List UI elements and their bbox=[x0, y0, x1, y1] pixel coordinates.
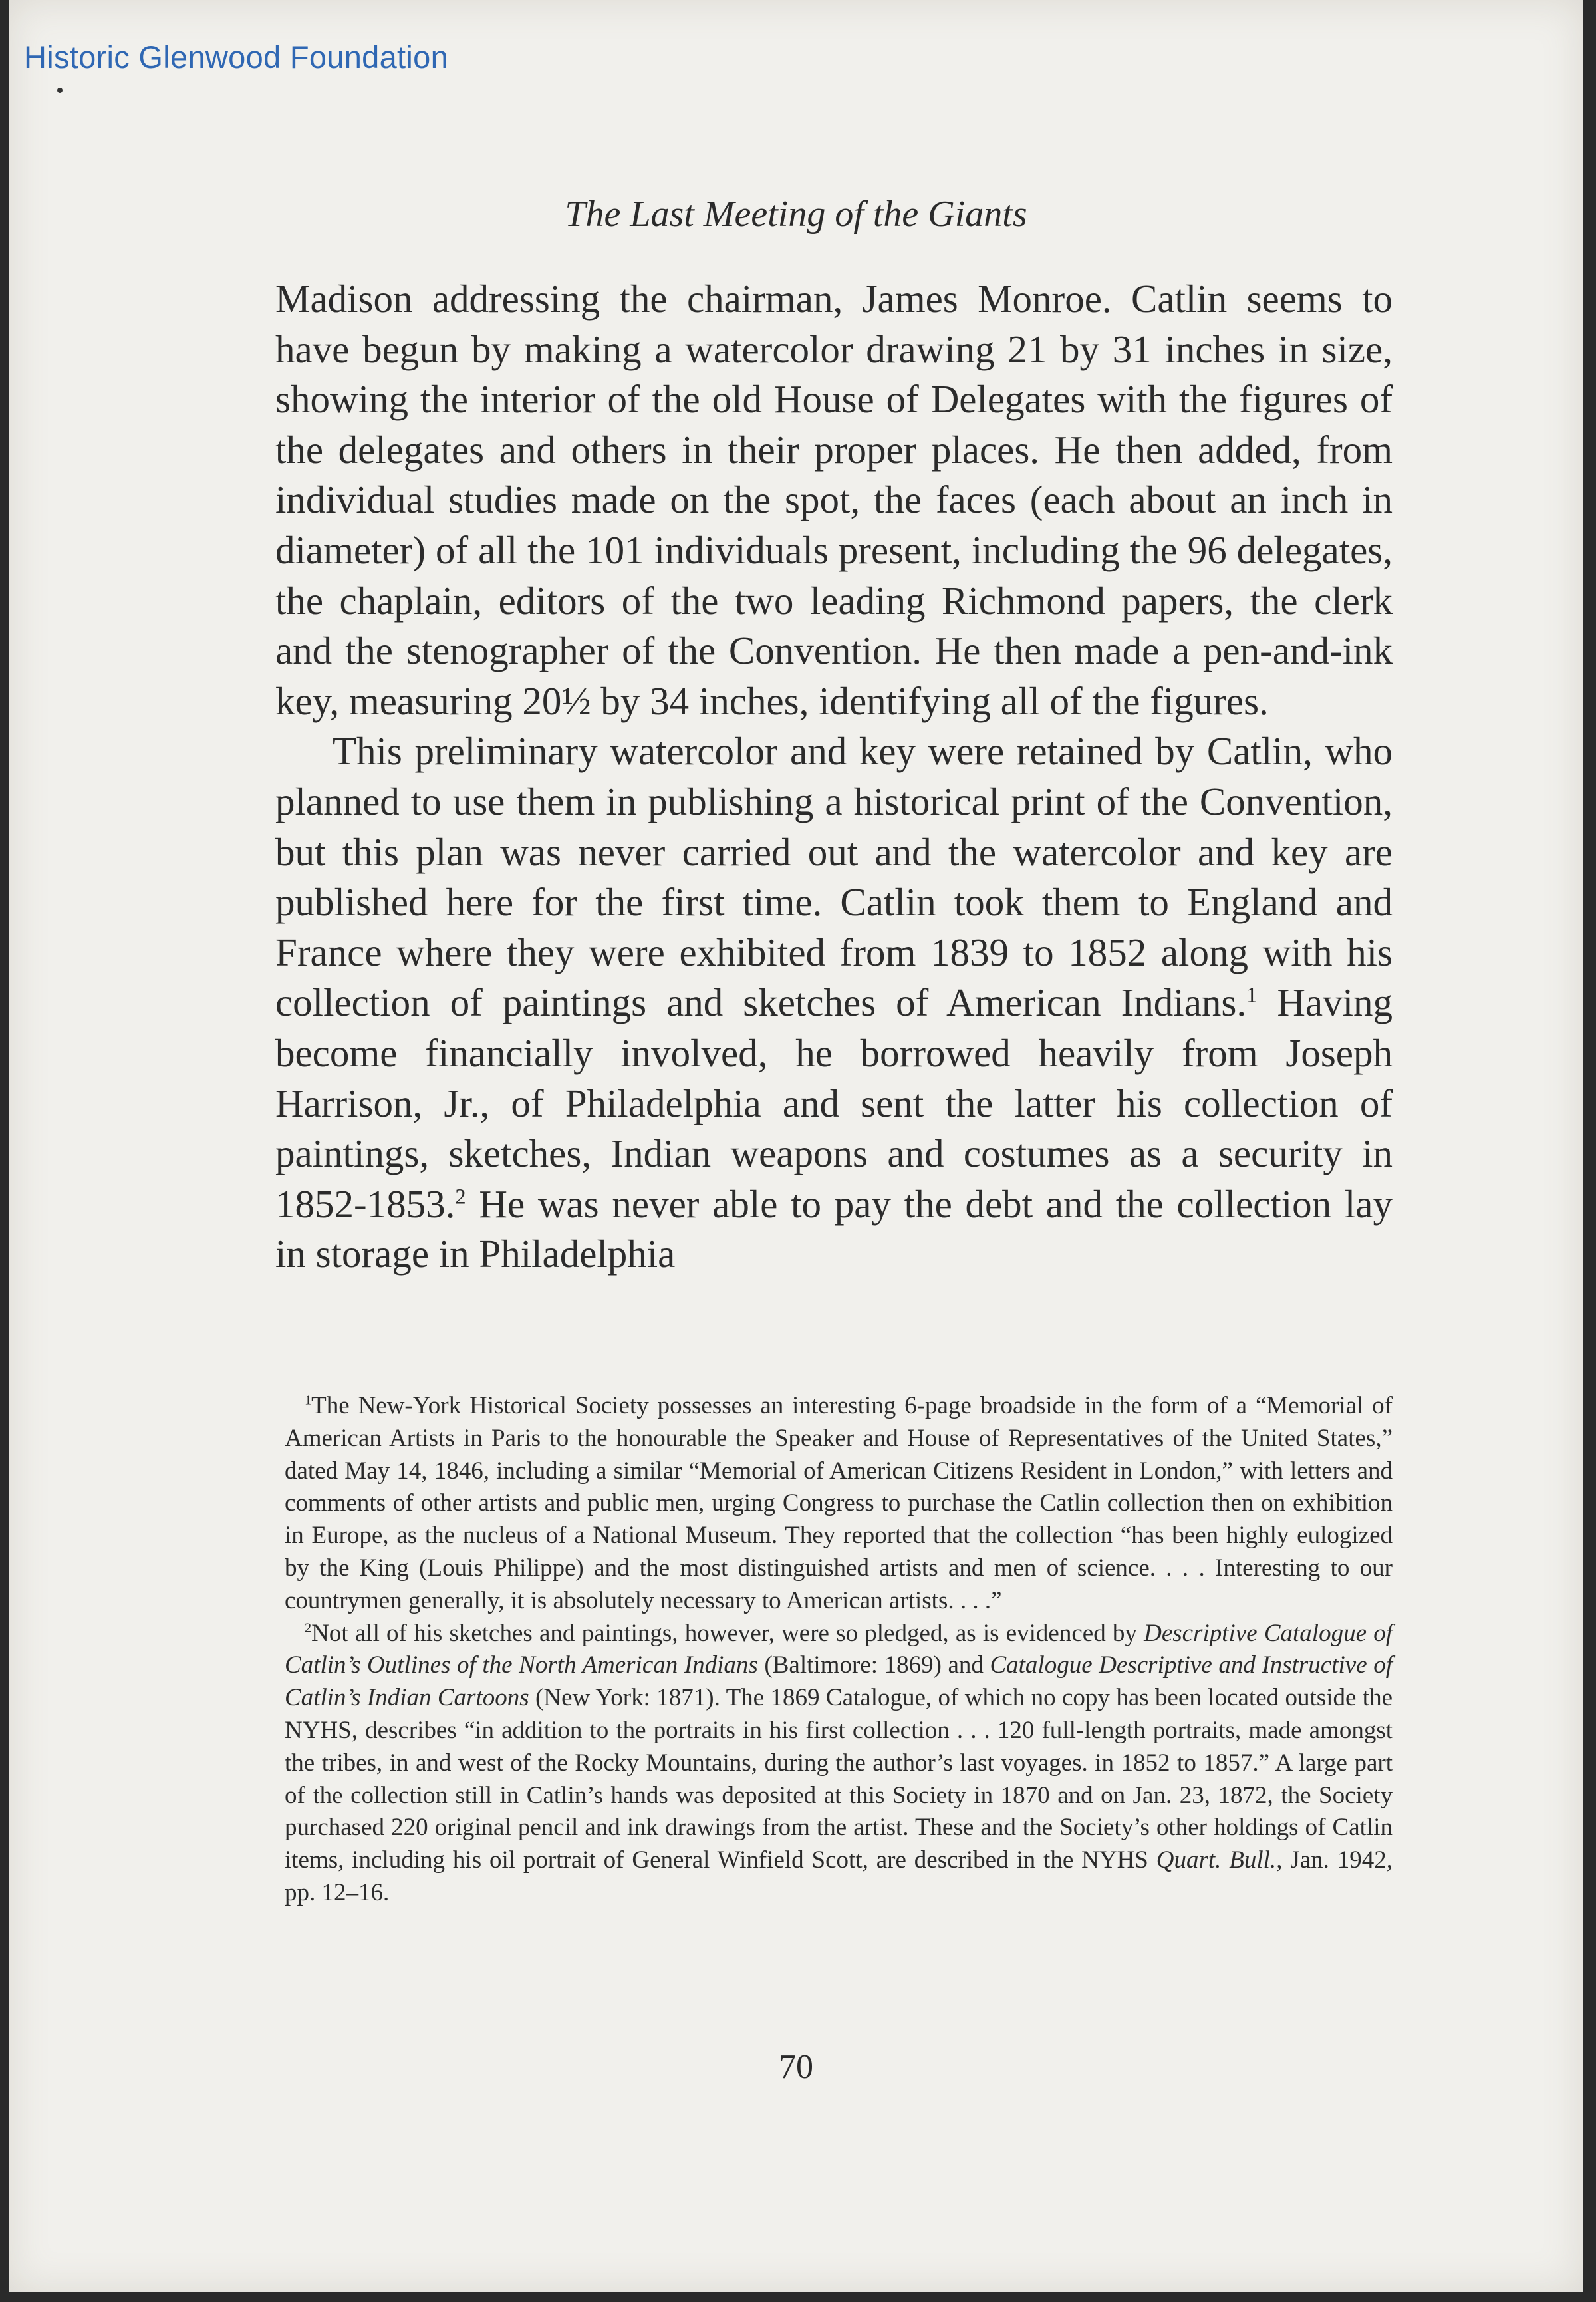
footnote-2-text-c: (New York: 1871). The 1869 Catalogue, of which no copy has been located outside the NYHS, describes “in addition to the portraits in his first collection . . . 120 full-length portraits, made amongst the tribes, in and west of the Rocky Mountains, during the author’s last voyages. in 1852 to 1857.” A large part of the collection still in Catlin’s hands was deposited at this Society in 1870 and on Jan. 23, 1872, the Society purchased 220 original pencil and ink drawings from the artist. These and the Society’s other holdings of Catlin items, including his oil portrait of General Winfield Scott, are described in the NYHS bbox=[285, 1684, 1393, 1874]
watermark-label: Historic Glenwood Foundation bbox=[24, 39, 449, 74]
footnote-2-title-c: Quart. Bull. bbox=[1156, 1846, 1277, 1874]
footnote-ref-1[interactable]: 1 bbox=[1246, 983, 1258, 1008]
footnotes bbox=[285, 1390, 1393, 1910]
paragraph-2-part-3: He was never able to pay the debt and the collection lay in storage in Philadelphia bbox=[275, 1181, 1393, 1276]
paragraph-2-part-2: Having become financially involved, he borrowed heavily from Joseph Harrison, Jr., of Philadelphia and sent the latter his collection of paintings, sketches, Indian weapons and costumes as a security in 1852-1853. bbox=[275, 980, 1393, 1226]
footnote-1-text: The New-York Historical Society possesses an interesting 6-page broadside in the form of a “Memorial of American Artists in Paris to the honourable the Speaker and House of Representatives of the United States,” dated May 14, 1846, including a similar “Memorial of American Citizens Resident in London,” with letters and comments of other artists and public men, urging Congress to purchase the Catlin collection then on exhibition in Europe, as the nucleus of a National Museum. They reported that the collection “has been highly eulogized by the King (Louis Philippe) and the most distinguished artists and men of science. . . . Interesting to our countrymen generally, it is absolutely necessary to American artists. . . .” bbox=[285, 1392, 1393, 1614]
body-text bbox=[275, 274, 1393, 1280]
footnote-2-text-b: (Baltimore: 1869) and bbox=[757, 1652, 990, 1679]
paper-speck bbox=[57, 88, 63, 93]
footnote-ref-2[interactable]: 2 bbox=[455, 1185, 466, 1209]
footnote-2-mark: 2 bbox=[305, 1620, 312, 1636]
paragraph-2 bbox=[275, 726, 1393, 1280]
running-head: The Last Meeting of the Giants bbox=[565, 194, 1027, 235]
footnote-1 bbox=[285, 1390, 1393, 1618]
page-number: 70 bbox=[779, 2048, 813, 2086]
footnote-2 bbox=[285, 1618, 1393, 1910]
footnote-2-title-a: Descriptive Catalogue of Catlin’s Outlines of the North American Indians bbox=[285, 1619, 1393, 1679]
footnote-1-mark: 1 bbox=[305, 1393, 312, 1408]
footnote-2-text-d: , Jan. 1942, pp. 12–16. bbox=[285, 1846, 1393, 1906]
document-page bbox=[9, 0, 1583, 2292]
paragraph-2-part-1: This preliminary watercolor and key were retained by Catlin, who planned to use them in publishing a historical print of the Convention, but this plan was never carried out and the watercolor and key are published here for the first time. Catlin took them to England and France where they were exhibited from 1839 to 1852 along with his collection of paintings and sketches of American Indians. bbox=[275, 729, 1393, 1025]
footnote-2-title-b: Catalogue Descriptive and Instructive of Catlin’s Indian Cartoons bbox=[285, 1652, 1393, 1712]
footnote-2-text-a: Not all of his sketches and paintings, however, were so pledged, as is evidenced by bbox=[311, 1619, 1144, 1647]
paragraph-1: Madison addressing the chairman, James Monroe. Catlin seems to have begun by making a watercolor drawing 21 by 31 inches in size, showing the interior of the old House of Delegates with the figures of the delegates and others in their proper places. He then added, from individual studies made on the spot, the faces (each about an inch in diameter) of all the 101 individuals present, including the 96 delegates, the chaplain, editors of the two leading Richmond papers, the clerk and the stenographer of the Convention. He then made a pen-and-ink key, measuring 20½ by 34 inches, identifying all of the figures. bbox=[275, 277, 1393, 723]
